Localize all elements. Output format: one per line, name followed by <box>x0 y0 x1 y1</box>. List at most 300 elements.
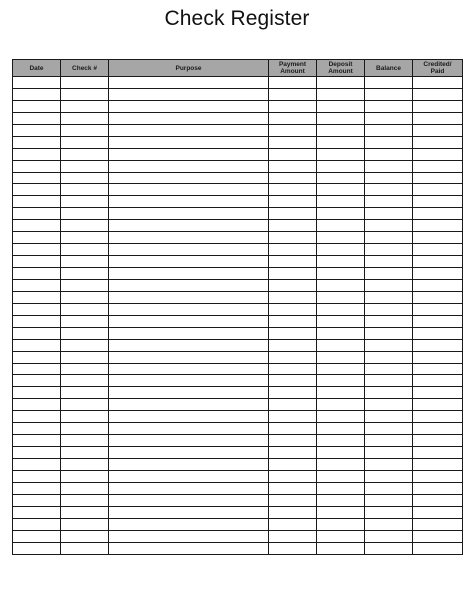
cell-deposit-amount <box>317 279 365 291</box>
cell-deposit-amount <box>317 351 365 363</box>
cell-date <box>13 387 61 399</box>
cell-credited-paid <box>413 327 463 339</box>
cell-date <box>13 447 61 459</box>
cell-purpose <box>109 470 269 482</box>
cell-purpose <box>109 196 269 208</box>
cell-check-no <box>61 518 109 530</box>
cell-balance <box>365 542 413 554</box>
table-row <box>13 208 463 220</box>
cell-purpose <box>109 244 269 256</box>
cell-balance <box>365 256 413 268</box>
table-row <box>13 196 463 208</box>
cell-credited-paid <box>413 136 463 148</box>
cell-balance <box>365 375 413 387</box>
cell-credited-paid <box>413 482 463 494</box>
cell-check-no <box>61 100 109 112</box>
cell-balance <box>365 530 413 542</box>
table-row <box>13 530 463 542</box>
cell-date <box>13 327 61 339</box>
cell-credited-paid <box>413 399 463 411</box>
cell-deposit-amount <box>317 232 365 244</box>
cell-date <box>13 100 61 112</box>
cell-check-no <box>61 148 109 160</box>
cell-deposit-amount <box>317 542 365 554</box>
cell-credited-paid <box>413 124 463 136</box>
cell-credited-paid <box>413 160 463 172</box>
cell-deposit-amount <box>317 518 365 530</box>
cell-balance <box>365 482 413 494</box>
cell-deposit-amount <box>317 220 365 232</box>
cell-balance <box>365 232 413 244</box>
cell-balance <box>365 435 413 447</box>
cell-deposit-amount <box>317 268 365 280</box>
cell-check-no <box>61 411 109 423</box>
cell-check-no <box>61 351 109 363</box>
cell-check-no <box>61 482 109 494</box>
cell-deposit-amount <box>317 160 365 172</box>
cell-check-no <box>61 196 109 208</box>
cell-payment-amount <box>269 136 317 148</box>
cell-credited-paid <box>413 291 463 303</box>
cell-purpose <box>109 315 269 327</box>
cell-check-no <box>61 88 109 100</box>
cell-check-no <box>61 530 109 542</box>
cell-balance <box>365 88 413 100</box>
cell-balance <box>365 399 413 411</box>
table-row <box>13 303 463 315</box>
table-row <box>13 351 463 363</box>
cell-purpose <box>109 220 269 232</box>
cell-check-no <box>61 279 109 291</box>
cell-purpose <box>109 375 269 387</box>
cell-deposit-amount <box>317 447 365 459</box>
cell-payment-amount <box>269 435 317 447</box>
cell-check-no <box>61 172 109 184</box>
table-row <box>13 124 463 136</box>
cell-date <box>13 339 61 351</box>
cell-date <box>13 279 61 291</box>
cell-payment-amount <box>269 112 317 124</box>
cell-payment-amount <box>269 208 317 220</box>
cell-balance <box>365 184 413 196</box>
cell-balance <box>365 447 413 459</box>
cell-check-no <box>61 435 109 447</box>
cell-payment-amount <box>269 411 317 423</box>
table-row <box>13 470 463 482</box>
table-row <box>13 315 463 327</box>
cell-balance <box>365 136 413 148</box>
cell-payment-amount <box>269 399 317 411</box>
table-row <box>13 268 463 280</box>
cell-credited-paid <box>413 423 463 435</box>
cell-purpose <box>109 303 269 315</box>
cell-credited-paid <box>413 387 463 399</box>
cell-deposit-amount <box>317 315 365 327</box>
cell-deposit-amount <box>317 387 365 399</box>
check-register-table <box>12 59 463 555</box>
cell-date <box>13 506 61 518</box>
cell-credited-paid <box>413 196 463 208</box>
cell-date <box>13 435 61 447</box>
cell-deposit-amount <box>317 303 365 315</box>
cell-deposit-amount <box>317 435 365 447</box>
cell-date <box>13 208 61 220</box>
table-row <box>13 112 463 124</box>
column-header-payment-amount: Payment Amount <box>269 60 317 77</box>
page-title: Check Register <box>164 7 310 30</box>
cell-credited-paid <box>413 518 463 530</box>
cell-date <box>13 196 61 208</box>
cell-date <box>13 172 61 184</box>
cell-purpose <box>109 423 269 435</box>
cell-deposit-amount <box>317 375 365 387</box>
cell-credited-paid <box>413 435 463 447</box>
cell-payment-amount <box>269 88 317 100</box>
cell-date <box>13 160 61 172</box>
table-row <box>13 220 463 232</box>
cell-date <box>13 470 61 482</box>
cell-purpose <box>109 327 269 339</box>
cell-payment-amount <box>269 459 317 471</box>
cell-deposit-amount <box>317 482 365 494</box>
cell-check-no <box>61 136 109 148</box>
cell-date <box>13 244 61 256</box>
cell-purpose <box>109 494 269 506</box>
cell-balance <box>365 327 413 339</box>
table-row <box>13 506 463 518</box>
cell-payment-amount <box>269 447 317 459</box>
table-row <box>13 184 463 196</box>
cell-deposit-amount <box>317 88 365 100</box>
cell-deposit-amount <box>317 411 365 423</box>
cell-deposit-amount <box>317 184 365 196</box>
cell-balance <box>365 518 413 530</box>
cell-credited-paid <box>413 447 463 459</box>
cell-check-no <box>61 268 109 280</box>
cell-deposit-amount <box>317 148 365 160</box>
cell-deposit-amount <box>317 136 365 148</box>
cell-check-no <box>61 387 109 399</box>
cell-date <box>13 291 61 303</box>
cell-balance <box>365 279 413 291</box>
table-row <box>13 387 463 399</box>
cell-credited-paid <box>413 459 463 471</box>
cell-deposit-amount <box>317 423 365 435</box>
cell-balance <box>365 291 413 303</box>
cell-payment-amount <box>269 542 317 554</box>
cell-credited-paid <box>413 220 463 232</box>
table-row <box>13 88 463 100</box>
cell-payment-amount <box>269 232 317 244</box>
cell-balance <box>365 303 413 315</box>
cell-date <box>13 88 61 100</box>
cell-credited-paid <box>413 411 463 423</box>
table-row <box>13 256 463 268</box>
cell-purpose <box>109 459 269 471</box>
cell-payment-amount <box>269 530 317 542</box>
cell-purpose <box>109 279 269 291</box>
cell-payment-amount <box>269 494 317 506</box>
cell-date <box>13 363 61 375</box>
cell-purpose <box>109 172 269 184</box>
cell-check-no <box>61 256 109 268</box>
cell-credited-paid <box>413 303 463 315</box>
cell-balance <box>365 494 413 506</box>
cell-credited-paid <box>413 112 463 124</box>
cell-credited-paid <box>413 148 463 160</box>
cell-check-no <box>61 506 109 518</box>
cell-purpose <box>109 339 269 351</box>
cell-payment-amount <box>269 375 317 387</box>
cell-date <box>13 77 61 89</box>
cell-purpose <box>109 124 269 136</box>
cell-check-no <box>61 232 109 244</box>
cell-purpose <box>109 518 269 530</box>
table-row <box>13 100 463 112</box>
table-row <box>13 375 463 387</box>
table-row <box>13 494 463 506</box>
cell-check-no <box>61 363 109 375</box>
cell-check-no <box>61 542 109 554</box>
cell-credited-paid <box>413 315 463 327</box>
table-row <box>13 542 463 554</box>
cell-credited-paid <box>413 279 463 291</box>
cell-deposit-amount <box>317 77 365 89</box>
cell-date <box>13 112 61 124</box>
table-row <box>13 447 463 459</box>
cell-date <box>13 423 61 435</box>
cell-balance <box>365 208 413 220</box>
cell-check-no <box>61 291 109 303</box>
cell-balance <box>365 339 413 351</box>
cell-check-no <box>61 494 109 506</box>
cell-date <box>13 494 61 506</box>
cell-check-no <box>61 447 109 459</box>
cell-payment-amount <box>269 148 317 160</box>
cell-check-no <box>61 459 109 471</box>
cell-deposit-amount <box>317 459 365 471</box>
cell-deposit-amount <box>317 172 365 184</box>
cell-check-no <box>61 375 109 387</box>
table-row <box>13 160 463 172</box>
table-body <box>13 77 463 555</box>
cell-purpose <box>109 232 269 244</box>
cell-purpose <box>109 351 269 363</box>
cell-purpose <box>109 363 269 375</box>
cell-date <box>13 482 61 494</box>
cell-purpose <box>109 530 269 542</box>
table-row <box>13 148 463 160</box>
cell-check-no <box>61 184 109 196</box>
cell-purpose <box>109 291 269 303</box>
cell-credited-paid <box>413 208 463 220</box>
cell-credited-paid <box>413 268 463 280</box>
cell-purpose <box>109 542 269 554</box>
cell-balance <box>365 100 413 112</box>
cell-check-no <box>61 423 109 435</box>
cell-balance <box>365 172 413 184</box>
cell-credited-paid <box>413 88 463 100</box>
cell-deposit-amount <box>317 399 365 411</box>
cell-balance <box>365 315 413 327</box>
cell-date <box>13 315 61 327</box>
cell-payment-amount <box>269 196 317 208</box>
cell-deposit-amount <box>317 530 365 542</box>
cell-credited-paid <box>413 363 463 375</box>
cell-purpose <box>109 160 269 172</box>
cell-credited-paid <box>413 542 463 554</box>
cell-balance <box>365 506 413 518</box>
cell-credited-paid <box>413 232 463 244</box>
cell-payment-amount <box>269 387 317 399</box>
cell-credited-paid <box>413 351 463 363</box>
cell-date <box>13 124 61 136</box>
cell-check-no <box>61 470 109 482</box>
cell-balance <box>365 148 413 160</box>
cell-payment-amount <box>269 423 317 435</box>
cell-deposit-amount <box>317 112 365 124</box>
table-row <box>13 77 463 89</box>
cell-check-no <box>61 303 109 315</box>
cell-purpose <box>109 77 269 89</box>
table-row <box>13 291 463 303</box>
cell-check-no <box>61 399 109 411</box>
cell-purpose <box>109 88 269 100</box>
cell-deposit-amount <box>317 196 365 208</box>
cell-deposit-amount <box>317 494 365 506</box>
cell-purpose <box>109 387 269 399</box>
table-row <box>13 279 463 291</box>
table-row <box>13 482 463 494</box>
table-row <box>13 339 463 351</box>
cell-purpose <box>109 112 269 124</box>
cell-deposit-amount <box>317 327 365 339</box>
cell-purpose <box>109 482 269 494</box>
cell-payment-amount <box>269 470 317 482</box>
cell-payment-amount <box>269 506 317 518</box>
cell-purpose <box>109 435 269 447</box>
cell-payment-amount <box>269 172 317 184</box>
cell-payment-amount <box>269 100 317 112</box>
cell-balance <box>365 160 413 172</box>
cell-deposit-amount <box>317 208 365 220</box>
cell-check-no <box>61 112 109 124</box>
cell-date <box>13 542 61 554</box>
cell-payment-amount <box>269 339 317 351</box>
table-row <box>13 399 463 411</box>
cell-payment-amount <box>269 363 317 375</box>
table-row <box>13 518 463 530</box>
column-header-balance: Balance <box>365 60 413 77</box>
cell-deposit-amount <box>317 363 365 375</box>
cell-date <box>13 530 61 542</box>
table-row <box>13 411 463 423</box>
cell-credited-paid <box>413 506 463 518</box>
cell-check-no <box>61 315 109 327</box>
cell-date <box>13 232 61 244</box>
cell-balance <box>365 196 413 208</box>
cell-deposit-amount <box>317 100 365 112</box>
column-header-date: Date <box>13 60 61 77</box>
cell-check-no <box>61 220 109 232</box>
cell-check-no <box>61 244 109 256</box>
cell-payment-amount <box>269 315 317 327</box>
cell-check-no <box>61 124 109 136</box>
cell-credited-paid <box>413 530 463 542</box>
cell-payment-amount <box>269 124 317 136</box>
cell-date <box>13 518 61 530</box>
cell-payment-amount <box>269 268 317 280</box>
cell-payment-amount <box>269 351 317 363</box>
cell-check-no <box>61 160 109 172</box>
cell-deposit-amount <box>317 470 365 482</box>
cell-balance <box>365 124 413 136</box>
cell-date <box>13 136 61 148</box>
cell-credited-paid <box>413 244 463 256</box>
cell-deposit-amount <box>317 339 365 351</box>
table-row <box>13 459 463 471</box>
cell-credited-paid <box>413 494 463 506</box>
cell-payment-amount <box>269 184 317 196</box>
cell-date <box>13 268 61 280</box>
table-row <box>13 423 463 435</box>
cell-credited-paid <box>413 172 463 184</box>
cell-purpose <box>109 256 269 268</box>
column-header-purpose: Purpose <box>109 60 269 77</box>
table-row <box>13 232 463 244</box>
column-header-deposit-amount: Deposit Amount <box>317 60 365 77</box>
table-row <box>13 244 463 256</box>
table-row <box>13 435 463 447</box>
cell-date <box>13 256 61 268</box>
cell-balance <box>365 351 413 363</box>
table-row <box>13 136 463 148</box>
cell-purpose <box>109 411 269 423</box>
cell-deposit-amount <box>317 244 365 256</box>
cell-date <box>13 351 61 363</box>
column-header-credited-paid: Credited/ Paid <box>413 60 463 77</box>
cell-date <box>13 375 61 387</box>
cell-balance <box>365 77 413 89</box>
cell-payment-amount <box>269 160 317 172</box>
cell-balance <box>365 220 413 232</box>
cell-balance <box>365 387 413 399</box>
cell-payment-amount <box>269 256 317 268</box>
cell-date <box>13 220 61 232</box>
cell-purpose <box>109 268 269 280</box>
cell-purpose <box>109 184 269 196</box>
cell-credited-paid <box>413 470 463 482</box>
cell-date <box>13 303 61 315</box>
cell-deposit-amount <box>317 291 365 303</box>
cell-balance <box>365 268 413 280</box>
cell-purpose <box>109 506 269 518</box>
cell-deposit-amount <box>317 256 365 268</box>
cell-purpose <box>109 136 269 148</box>
cell-payment-amount <box>269 77 317 89</box>
cell-purpose <box>109 208 269 220</box>
cell-balance <box>365 423 413 435</box>
cell-purpose <box>109 148 269 160</box>
table-row <box>13 363 463 375</box>
cell-payment-amount <box>269 244 317 256</box>
cell-deposit-amount <box>317 124 365 136</box>
cell-balance <box>365 470 413 482</box>
column-header-check-number: Check # <box>61 60 109 77</box>
cell-date <box>13 184 61 196</box>
table-row <box>13 172 463 184</box>
cell-payment-amount <box>269 220 317 232</box>
